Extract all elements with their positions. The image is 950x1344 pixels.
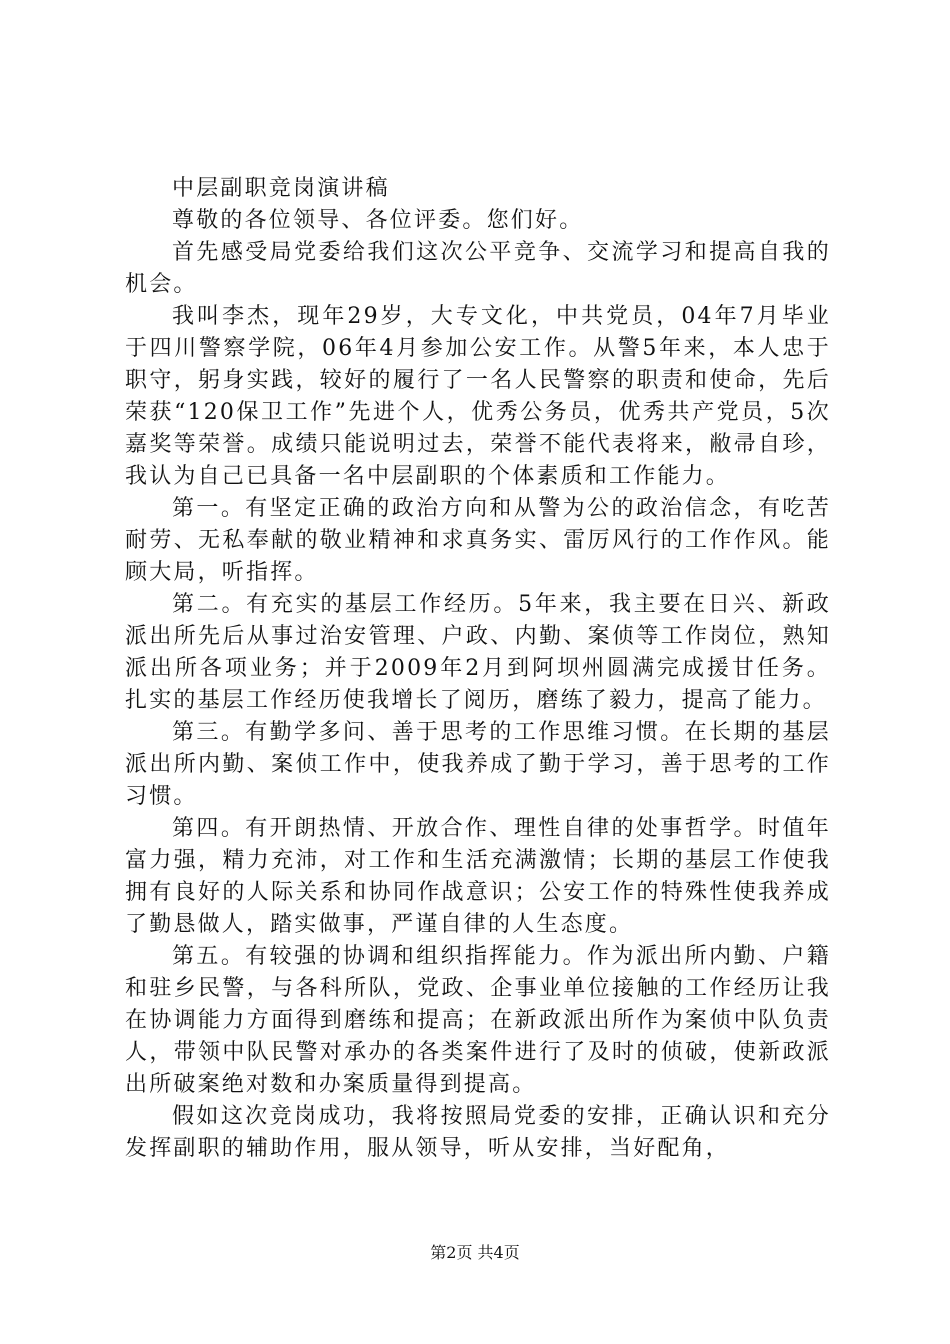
- document-body: [125, 173, 831, 1165]
- paragraph-point-one: 第一。有坚定正确的政治方向和从警为公的政治信念，有吃苦耐劳、无私奉献的敬业精神和求真务实、雷厉风行的工作作风。能顾大局，听指挥。: [125, 496, 831, 585]
- paragraph-point-four: 第四。有开朗热情、开放合作、理性自律的处事哲学。时值年富力强，精力充沛，对工作和生活充满激情；长期的基层工作使我拥有良好的人际关系和协同作战意识；公安工作的特殊性使我养成了勤恳做人，踏实做事，严谨自律的人生态度。: [125, 816, 831, 937]
- paragraph-commitment: 假如这次竞岗成功，我将按照局党委的安排，正确认识和充分发挥副职的辅助作用，服从领导，听从安排，当好配角，: [125, 1104, 831, 1161]
- paragraph-point-three: 第三。有勤学多问、善于思考的工作思维习惯。在长期的基层派出所内勤、案侦工作中，使我养成了勤于学习，善于思考的工作习惯。: [125, 720, 831, 809]
- page-number-total: 共4页: [477, 1243, 520, 1262]
- page-number-current: 第2页: [430, 1243, 473, 1262]
- document-title: 中层副职竞岗演讲稿: [172, 176, 390, 201]
- paragraph-point-two: 第二。有充实的基层工作经历。5年来，我主要在日兴、新政派出所先后从事过治安管理、户政、内勤、案侦等工作岗位，熟知派出所各项业务；并于2009年2月到阿坝州圆满完成援甘任务。扎实的基层工作经历使我增长了阅历，磨练了毅力，提高了能力。: [125, 592, 831, 713]
- paragraph-introduction: 我叫李杰，现年29岁，大专文化，中共党员，04年7月毕业于四川警察学院，06年4月参加公安工作。从警5年来，本人忠于职守，躬身实践，较好的履行了一名人民警察的职责和使命，先后荣获“120保卫工作”先进个人，优秀公务员，优秀共产党员，5次嘉奖等荣誉。成绩只能说明过去，荣誉不能代表将来，敝帚自珍，我认为自己已具备一名中层副职的个体素质和工作能力。: [125, 304, 831, 489]
- paragraph-greeting: 尊敬的各位领导、各位评委。您们好。: [172, 208, 584, 233]
- paragraph-point-five: 第五。有较强的协调和组织指挥能力。作为派出所内勤、户籍和驻乡民警，与各科所队，党政、企事业单位接触的工作经历让我在协调能力方面得到磨练和提高；在新政派出所作为案侦中队负责人，带领中队民警对承办的各类案件进行了及时的侦破，使新政派出所破案绝对数和办案质量得到提高。: [125, 944, 831, 1097]
- paragraph-thanks: 首先感受局党委给我们这次公平竞争、交流学习和提高自我的机会。: [125, 240, 831, 297]
- page-footer: [0, 1243, 950, 1263]
